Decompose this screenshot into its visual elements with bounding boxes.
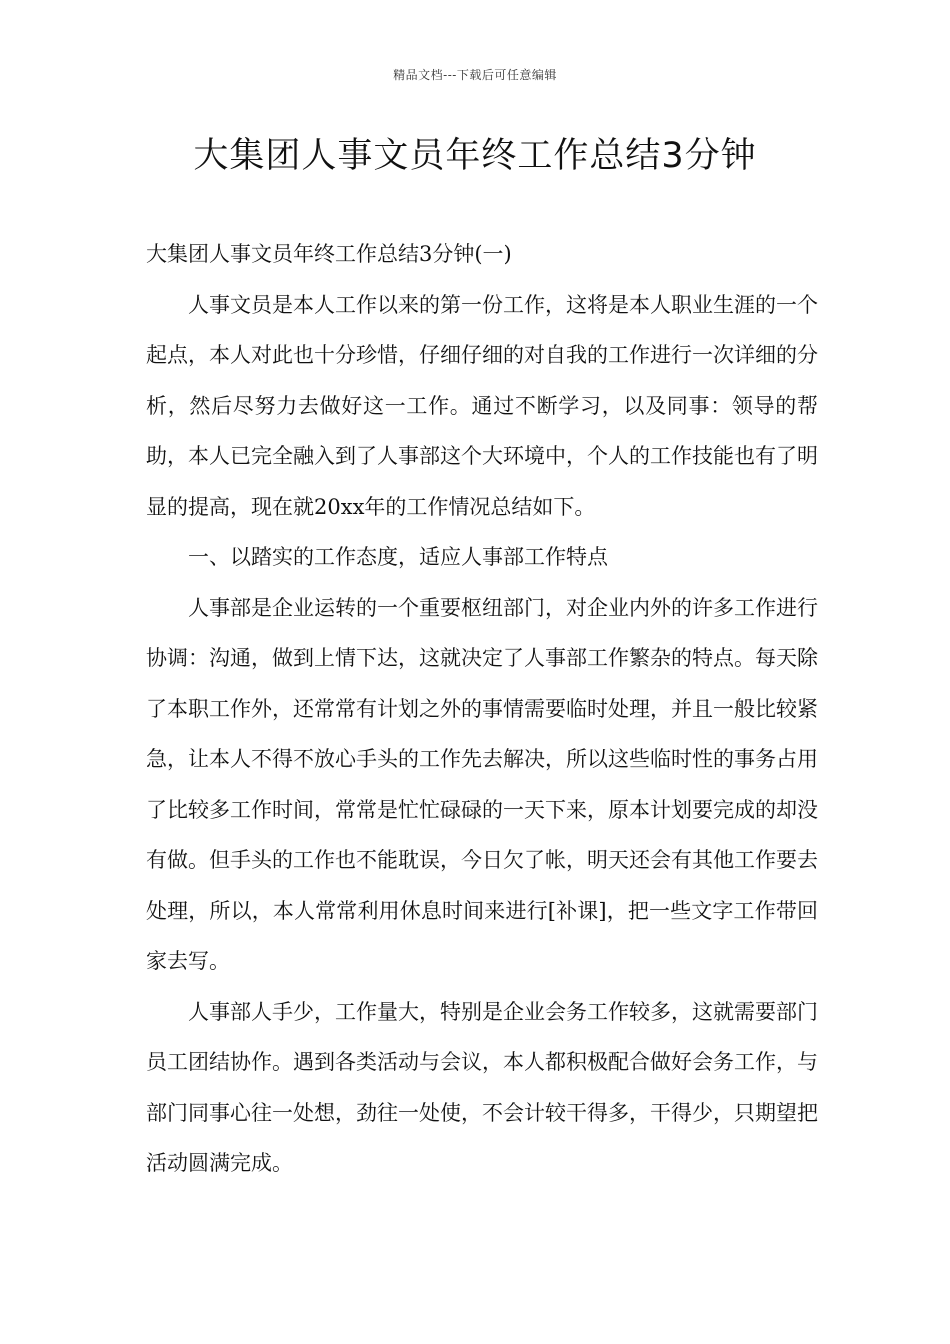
paragraph-teamwork: 人事部人手少，工作量大，特别是企业会务工作较多，这就需要部门员工团结协作。遇到各类活动与会议，本人都积极配合做好会务工作，与部门同事心往一处想，劲往一处使，不会计较干得多，干得少，只期望把活动圆满完成。 xyxy=(146,999,818,1175)
paragraph-work-characteristics: 人事部是企业运转的一个重要枢纽部门，对企业内外的许多工作进行协调：沟通，做到上情下达，这就决定了人事部工作繁杂的特点。每天除了本职工作外，还常常有计划之外的事情需要临时处理，并且一般比较紧急，让本人不得不放心手头的工作先去解决，所以这些临时性的事务占用了比较多工作时间，常常是忙忙碌碌的一天下来，原本计划要完成的却没有做。但手头的工作也不能耽误，今日欠了帐，明天还会有其他工作要去处理，所以，本人常常利用休息时间来进行[补课]，把一些文字工作带回家去写。 xyxy=(146,595,818,973)
paragraph-intro: 人事文员是本人工作以来的第一份工作，这将是本人职业生涯的一个起点，本人对此也十分珍惜，仔细仔细的对自我的工作进行一次详细的分析，然后尽努力去做好这一工作。通过不断学习，以及同事：领导的帮助，本人已完全融入到了人事部这个大环境中，个人的工作技能也有了明显的提高，现在就20xx年的工作情况总结如下。 xyxy=(146,292,818,519)
document-body xyxy=(146,229,818,1189)
section-subtitle: 大集团人事文员年终工作总结3分钟(一) xyxy=(146,242,512,266)
document-title: 大集团人事文员年终工作总结3分钟 xyxy=(193,136,757,176)
section-heading: 一、以踏实的工作态度，适应人事部工作特点 xyxy=(188,545,608,569)
header-note: 精品文档---下载后可任意编辑 xyxy=(393,68,557,82)
